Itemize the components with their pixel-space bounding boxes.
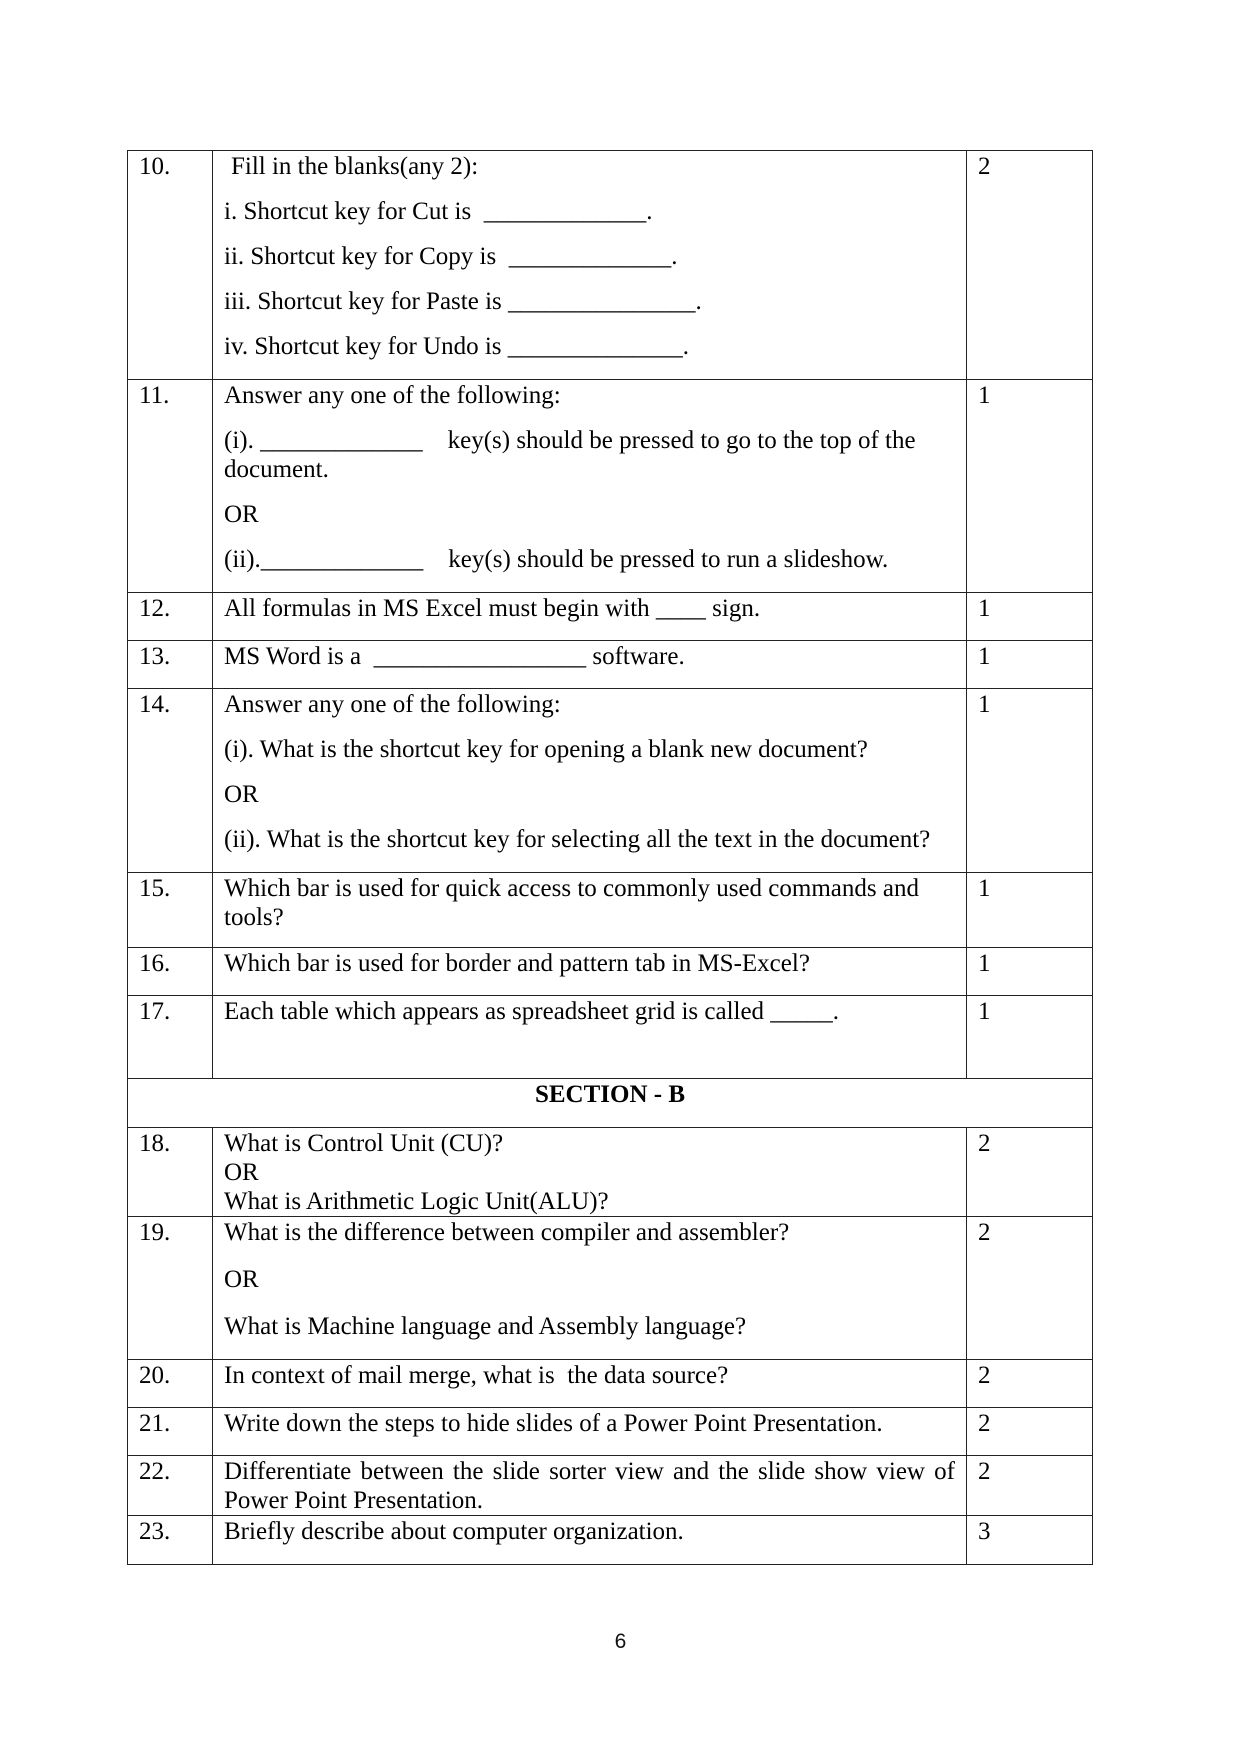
question-row-17 [128,996,1093,1079]
question-marks: 1 [967,948,1093,996]
question-paragraph: Briefly describe about computer organization. [224,1518,684,1545]
question-marks: 3 [967,1516,1093,1565]
question-text [213,996,967,1079]
question-row-14 [128,689,1093,873]
question-paragraph: What is Arithmetic Logic Unit(ALU)? [224,1188,609,1215]
question-text [213,641,967,689]
question-paragraph: Fill in the blanks(any 2): [231,153,479,180]
question-marks: 1 [967,380,1093,593]
question-text [213,1360,967,1408]
question-marks: 2 [967,1128,1093,1217]
question-paragraph: All formulas in MS Excel must begin with ____ sign. [224,595,761,622]
question-number: 12. [128,593,213,641]
question-number: 19. [128,1217,213,1360]
page-number: 6 [614,1630,627,1653]
question-paragraph: What is Machine language and Assembly language? [224,1313,747,1340]
question-row-23 [128,1516,1093,1565]
question-paragraph: i. Shortcut key for Cut is _____________. [224,198,653,225]
question-paragraph: iii. Shortcut key for Paste is _______________. [224,288,702,315]
question-row-16 [128,948,1093,996]
question-text [213,1128,967,1217]
question-marks: 2 [967,1408,1093,1456]
question-row-12 [128,593,1093,641]
question-paragraph: OR [224,501,259,528]
question-row-15 [128,873,1093,948]
question-text [213,689,967,873]
question-marks: 2 [967,1217,1093,1360]
question-text [213,380,967,593]
question-table [127,150,1093,1565]
question-paragraph: Which bar is used for quick access to commonly used commands and tools? [224,875,926,931]
question-marks: 1 [967,641,1093,689]
question-number: 15. [128,873,213,948]
question-paragraph: iv. Shortcut key for Undo is ______________. [224,333,690,360]
question-number: 18. [128,1128,213,1217]
question-marks: 2 [967,1456,1093,1516]
question-number: 11. [128,380,213,593]
question-text [213,593,967,641]
question-number: 10. [128,151,213,380]
question-number: 20. [128,1360,213,1408]
question-marks: 1 [967,689,1093,873]
question-paragraph: What is the difference between compiler and assembler? [224,1219,790,1246]
question-paragraph: OR [224,781,259,808]
question-text [213,1456,967,1516]
question-paragraph: Answer any one of the following: [224,382,561,409]
question-marks: 1 [967,873,1093,948]
question-marks: 2 [967,1360,1093,1408]
question-marks: 1 [967,593,1093,641]
question-row-11 [128,380,1093,593]
question-paragraph: OR [224,1266,259,1293]
question-marks: 1 [967,996,1093,1079]
question-paragraph: (ii)._____________ key(s) should be pressed to run a slideshow. [224,546,889,573]
question-row-19 [128,1217,1093,1360]
question-number: 16. [128,948,213,996]
question-number: 13. [128,641,213,689]
section-b-heading: SECTION - B [128,1079,1093,1128]
question-paragraph: (ii). What is the shortcut key for selecting all the text in the document? [224,826,931,853]
question-text [213,1408,967,1456]
question-paragraph: OR [224,1159,259,1186]
question-row-21 [128,1408,1093,1456]
question-text [213,1516,967,1565]
question-text [213,948,967,996]
question-paragraph: ii. Shortcut key for Copy is _____________. [224,243,678,270]
section-b-row [128,1079,1093,1128]
question-row-20 [128,1360,1093,1408]
question-paragraph: Each table which appears as spreadsheet grid is called _____. [224,998,840,1025]
question-number: 17. [128,996,213,1079]
question-paragraph: What is Control Unit (CU)? [224,1130,504,1157]
question-paragraph: (i). _____________ key(s) should be pressed to go to the top of the document. [224,427,922,483]
question-text [213,1217,967,1360]
question-paragraph: Answer any one of the following: [224,691,561,718]
question-number: 22. [128,1456,213,1516]
question-row-10 [128,151,1093,380]
question-text [213,873,967,948]
question-row-13 [128,641,1093,689]
question-number: 23. [128,1516,213,1565]
question-paragraph: MS Word is a _________________ software. [224,643,685,670]
question-number: 21. [128,1408,213,1456]
question-number: 14. [128,689,213,873]
question-paragraph: Write down the steps to hide slides of a Power Point Presentation. [224,1410,883,1437]
question-text [213,151,967,380]
question-row-22 [128,1456,1093,1516]
question-table-body [128,151,1093,1565]
question-paragraph: In context of mail merge, what is the data source? [224,1362,729,1389]
question-paragraph: Which bar is used for border and pattern tab in MS-Excel? [224,950,810,977]
question-row-18 [128,1128,1093,1217]
question-marks: 2 [967,151,1093,380]
question-paragraph: Differentiate between the slide sorter view and the slide show view of Power Point Presentation. [224,1458,955,1514]
question-paragraph: (i). What is the shortcut key for opening a blank new document? [224,736,868,763]
